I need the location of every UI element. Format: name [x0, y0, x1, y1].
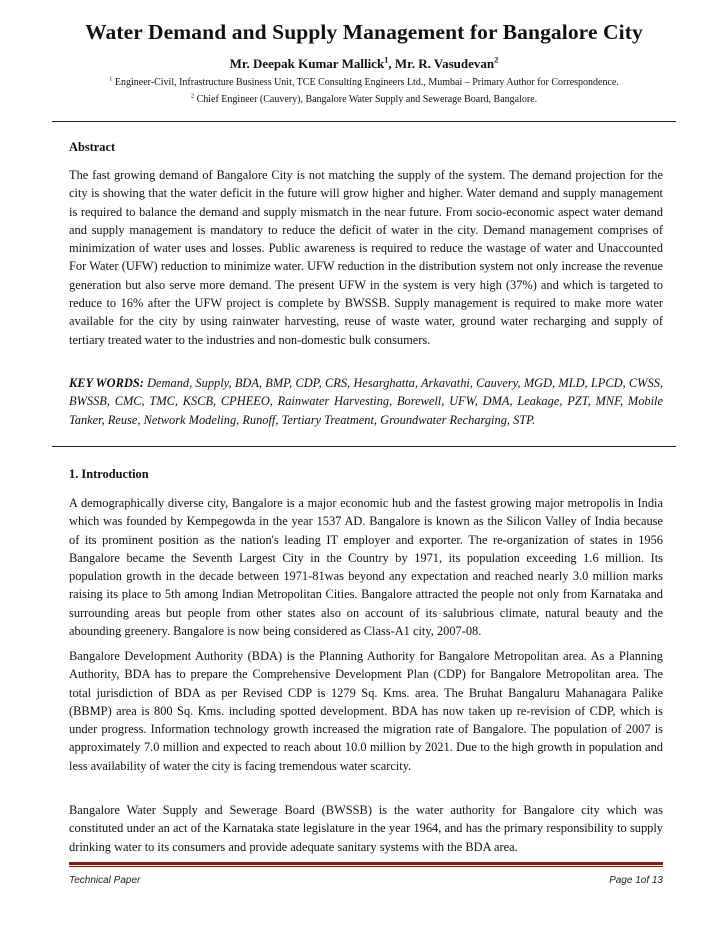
affiliation-1-sup: 1 [109, 75, 113, 83]
introduction-heading: 1. Introduction [69, 467, 149, 481]
author-2-sup: 2 [494, 54, 499, 65]
intro-paragraph-2: Bangalore Development Authority (BDA) is the Planning Authority for Bangalore Metropolitan area. As a Planning Authority, BDA has to prepare the Comprehensive Development Plan (CDP) for Bangalore Metropolitan area. The total jurisdiction of BDA as per Revised CDP is 1279 Sq. Kms. area. The Bruhat Bangaluru Mahanagara Palike (BBMP) area is 800 Sq. Kms. including spotted development. BDA has now taken up re-revision of CDP, which is under progress. Information technology growth increased the migration rate of Bangalore. The population of 2007 is approximately 7.0 million and expected to reach about 10.0 million by 2021. Due to the high growth in population and less availability of water the city is facing tremendous water scarcity. [69, 649, 663, 773]
footer-label: Technical Paper [69, 875, 141, 886]
affiliation-2-sup: 2 [190, 92, 195, 100]
keywords-list: Demand, Supply, BDA, BMP, CDP, CRS, Hesarghatta, Arkavathi, Cauvery, MGD, MLD, LPCD, CWSS, BWSSB, CMC, TMC, KSCB, CPHEEO, Rainwater Harvesting, Borewell, UFW, DMA, Leakage, PZT, MNF, Mobile Tanker, Reuse, Network Modeling, Runoff, Tertiary Treatment, Groundwater Recharging, STP. [69, 376, 663, 427]
affiliation-2 [0, 94, 728, 105]
intro-paragraph-3: Bangalore Water Supply and Sewerage Board (BWSSB) is the water authority for Bangalore city which was constituted under an act of the Karnataka state legislature in the year 1964, and has the primary responsibility to supply drinking water to its consumers and provide adequate sanitary systems with the BDA area. [69, 803, 663, 854]
page-number: Page 1of 13 [609, 875, 663, 886]
author-2: Mr. R. Vasudevan [394, 56, 495, 71]
paper-title: Water Demand and Supply Management for Bangalore City [85, 20, 643, 44]
keywords-label: KEY WORDS: [69, 376, 144, 390]
author-1-sup: 1 [384, 54, 389, 65]
keywords [69, 374, 663, 429]
author-1: Mr. Deepak Kumar Mallick [229, 56, 385, 71]
author-separator: , [388, 56, 395, 71]
affiliation-2-text: Chief Engineer (Cauvery), Bangalore Water Supply and Sewerage Board, Bangalore. [194, 94, 538, 105]
intro-paragraph-1: A demographically diverse city, Bangalore is a major economic hub and the fastest growing major metropolis in India which was founded by Kempegowda in the year 1537 AD. Bangalore is known as the Silicon Valley of India because of its prominent position as the nation's leading IT employer and exporter. The re-organization of states in 1956 Bangalore became the Seventh Largest City in the Country by 1971, its population exceeding 1.6 million. Its population growth in the decade between 1971-81was beyond any expectation and reached nearly 3.0 million marks raising its place to 5th among Indian Metropolitan Cities. Bangalore attracted the people not only from Karnataka and surrounding areas but people from other states also on account of its salubrious climate, natural beauty and the abounding greenery. Bangalore is now being considered as Class-A1 city, 2007-08. [69, 496, 663, 639]
header-divider [52, 121, 676, 122]
footer-rule [69, 862, 663, 865]
author-line [0, 56, 728, 72]
affiliation-1-text: Engineer-Civil, Infrastructure Business Unit, TCE Consulting Engineers Ltd., Mumbai – Primary Author for Correspondence. [112, 77, 619, 88]
abstract-heading: Abstract [69, 140, 116, 154]
footer-rule-thin [69, 866, 663, 867]
abstract-divider [52, 446, 676, 447]
abstract-text: The fast growing demand of Bangalore City is not matching the supply of the system. The demand projection for the city is showing that the water deficit in the future will grow higher and higher. Water demand and supply management is required to balance the demand and supply mismatch in the near future. From socio-economic aspect water demand and supply management is mandatory to reduce the deficit of water in the city. Demand management comprises of minimization of water uses and losses. Public awareness is required to reduce the wastage of water and Unaccounted For Water (UFW) reduction to minimize water. UFW reduction in the distribution system not only increase the revenue generation but also serve more demand. The present UFW in the system is very high (37%) and which is targeted to reduce to 16% after the UFW project is complete by BWSSB. Supply management is required to make more water available for the city by using rainwater harvesting, reuse of waste water, ground water recharging and supply of tertiary treated water to the industries and non-domestic bulk consumers. [69, 168, 663, 347]
affiliation-1 [0, 77, 728, 88]
